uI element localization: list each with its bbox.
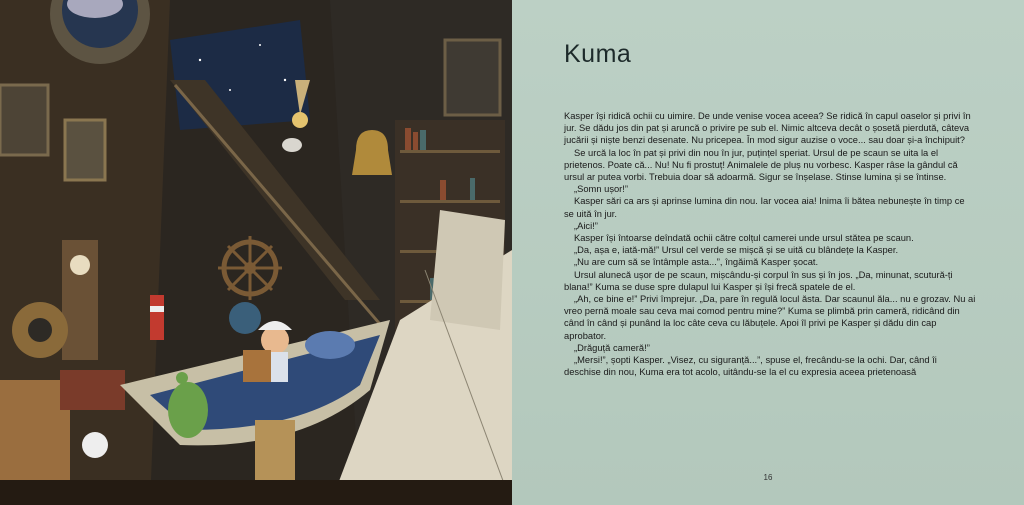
kasper [261,326,289,354]
lighthouse [150,295,164,340]
paragraph: „Mersi!”, șopti Kasper. „Visez, cu siguranță...”, spuse el, frecându-se la ochi. Dar, când îi deschise din nou, Kuma era tot acolo, uitându-se la el cu expresia aceea prietenoasă [564,355,937,378]
soccer-ball [82,432,108,458]
paragraph: „Somn ușor!” [574,184,629,195]
paragraph: „Nu are cum să se întâmple asta...”, îngăimă Kasper șocat. [574,257,819,268]
seagull [282,138,302,152]
paragraph: Ursul alunecă ușor de pe scaun, mișcându-și corpul în sus și în jos. „Da, minunat, scutură-ți blana!” Kuma se duse spre dulapul lui Kasper și își frecă spatele de el. [564,269,953,292]
paragraph: Kasper își ridică ochii cu uimire. De unde venise vocea aceea? Se ridică în capul oaselor și privi în jur. Se dădu jos din pat și aruncă o privire pe sub el. Nimic altceva decât o șosetă pierdută, câteva jucării și niște benzi desenate. Nu pricepea. În mod sigur auzise o voce... sau doar și-a închipuit? [564,111,971,146]
paragraph: Se urcă la loc în pat și privi din nou în jur, puțințel speriat. Ursul de pe scaun se uita la el prietenos. Poate că... Nu! Nu fi prostuț! Animalele de pluș nu vorbesc. Kasper râse la gândul că ursul ar putea vorbi. Trebuia doar să adoarmă. Sigur se înșelase. Stinse lumina și se întinse. [564,147,958,183]
paragraph: „Da, așa e, iată-mă!” Ursul cel verde se mișcă și se uită cu blândețe la Kasper. [574,245,899,256]
chapter-title: Kuma [564,40,632,68]
text-page [512,0,1024,505]
paragraph: Kasper își întoarse deîndată ochii către colțul camerei unde ursul stătea pe scaun. [574,233,914,244]
wooden-door [0,380,70,480]
page-number: 16 [763,473,773,482]
paragraph: Kasper sări ca ars și aprinse lumina din nou. Iar vocea aia! Inima îi bătea nebunește în timp ce se uită în jur. [564,196,965,219]
paragraph: „Drăguță cameră!” [574,342,650,353]
book [243,350,271,382]
paragraph: „Aici!” [574,220,598,231]
globe [229,302,261,334]
green-bear [168,382,208,438]
paragraph: „Ah, ce bine e!” Privi împrejur. „Da, pare în regulă locul ăsta. Dar scaunul ăla... nu e grozav. Nu ai vreo pernă moale sau ceva mai comod pentru mine?” Kuma se plimbă prin cameră, ridicând din când în când și punând la loc câte ceva cu lăbuțele. Apoi îl privi pe Kasper și dădu din cap aprobator. [564,294,976,341]
chapter-body [564,110,976,378]
wall-picture [0,85,48,155]
